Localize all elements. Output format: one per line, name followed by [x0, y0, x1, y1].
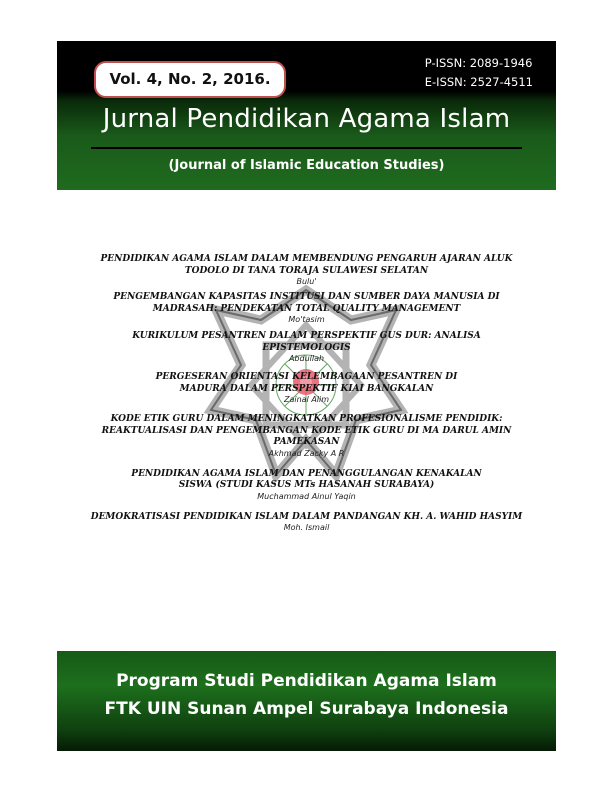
title-divider: [91, 147, 522, 149]
article-author: Akhmad Zacky A R: [268, 448, 345, 458]
cover-header: [57, 41, 556, 190]
article-title: DEMOKRATISASI PENDIDIKAN ISLAM DALAM PANDANGAN KH. A. WAHID HASYIM: [90, 511, 523, 522]
article-author: Zainal Alim: [283, 395, 330, 404]
institution-name: FTK UIN Sunan Ampel Surabaya Indonesia: [104, 699, 509, 719]
article-entry: [57, 292, 556, 325]
article-title: PENDIDIKAN AGAMA ISLAM DALAM MEMBENDUNG PENGARUH AJARAN ALUK TODOLO DI TANA TORAJA SULAWESI SELATAN: [100, 254, 513, 276]
article-title: KURIKULUM PESANTREN DALAM PERSPEKTIF GUS DUR: ANALISA EPISTEMOLOGIS: [132, 331, 481, 353]
article-entry: [57, 254, 556, 287]
e-issn: E-ISSN: 2527-4511: [424, 75, 533, 89]
article-title: PERGESERAN ORIENTASI KELEMBAGAAN PESANTREN DI MADURA DALAM PERSPEKTIF KIAI BANGKALAN: [155, 372, 458, 394]
article-author: Abdullah: [288, 354, 325, 363]
article-title: PENGEMBANGAN KAPASITAS INSTITUSI DAN SUMBER DAYA MANUSIA DI MADRASAH: PENDEKATAN TOTAL QUALITY MANAGEMENT: [113, 292, 500, 314]
journal-subtitle: (Journal of Islamic Education Studies): [168, 158, 445, 173]
table-of-contents: [57, 254, 556, 533]
program-name: Program Studi Pendidikan Agama Islam: [116, 671, 497, 691]
issn-block: [425, 54, 533, 92]
article-author: Muchammad Ainul Yaqin: [257, 491, 356, 501]
article-entry: [57, 414, 556, 459]
article-entry: [57, 372, 556, 405]
p-issn: P-ISSN: 2089-1946: [424, 56, 533, 70]
journal-title: Jurnal Pendidikan Agama Islam: [102, 104, 511, 134]
article-entry: [57, 469, 556, 502]
article-title: PENDIDIKAN AGAMA ISLAM DAN PENANGGULANGAN KENAKALAN SISWA (STUDI KASUS MTs HASANAH SURABAYA): [131, 468, 482, 490]
article-author: Mo'tasim: [288, 315, 325, 324]
cover-footer: [57, 651, 556, 751]
article-entry: [57, 512, 556, 534]
article-title: KODE ETIK GURU DALAM MENINGKATKAN PROFESIONALISME PENDIDIK: REAKTUALISASI DAN PENGEMBANGAN KODE ETIK GURU DI MA DARUL AMIN PAMEKASAN: [101, 414, 512, 447]
article-entry: [57, 331, 556, 364]
volume-badge: Vol. 4, No. 2, 2016.: [94, 61, 286, 98]
article-author: Bulu': [296, 277, 317, 286]
article-author: Moh. Ismail: [283, 523, 330, 532]
